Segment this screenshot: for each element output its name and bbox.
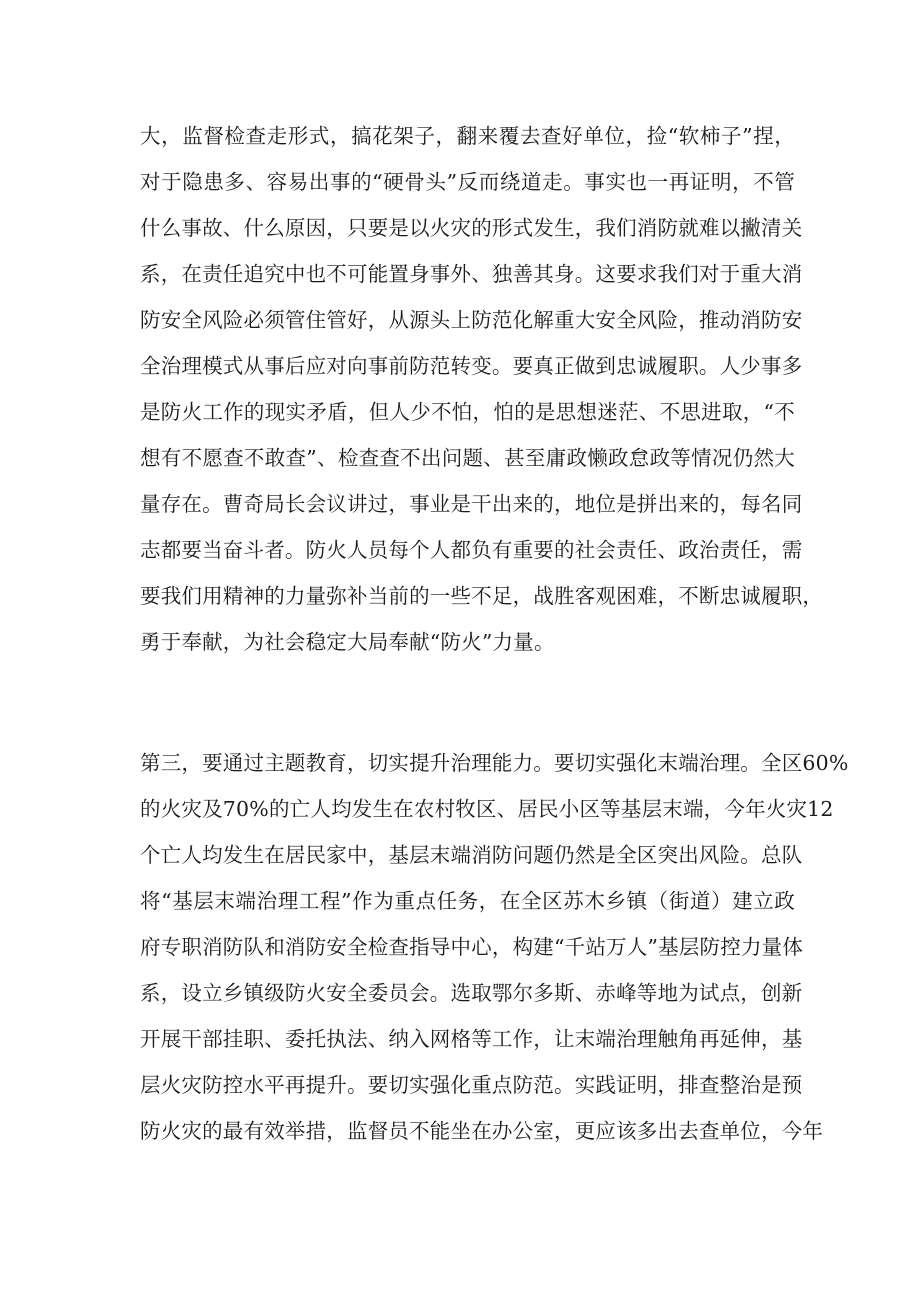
text-line: 将“基层末端治理工程”作为重点任务，在全区苏木乡镇（街道）建立政 bbox=[140, 889, 795, 913]
text-line-last: 勇于奉献，为社会稳定大局奉献“防火”力量。 bbox=[140, 630, 555, 654]
text-line: 层火灾防控水平再提升。要切实强化重点防范。实践证明，排查整治是预 bbox=[140, 1073, 803, 1097]
text-line: 全治理模式从事后应对向事前防范转变。要真正做到忠诚履职。人少事多 bbox=[140, 354, 803, 378]
text-line: 开展干部挂职、委托执法、纳入网格等工作，让末端治理触角再延伸，基 bbox=[140, 1027, 803, 1051]
paragraph-fire-prevention-duty bbox=[140, 113, 824, 665]
text-line: 个亡人均发生在居民家中，基层末端消防问题仍然是全区突出风险。总队 bbox=[140, 843, 803, 867]
text-line: 系，设立乡镇级防火安全委员会。选取鄂尔多斯、赤峰等地为试点，创新 bbox=[140, 981, 803, 1005]
text-line: 防火灾的最有效举措，监督员不能坐在办公室，更应该多出去查单位，今年 bbox=[140, 1119, 824, 1143]
text-line: 量存在。曹奇局长会议讲过，事业是干出来的，地位是拼出来的，每名同 bbox=[140, 492, 803, 516]
text-line: 志都要当奋斗者。防火人员每个人都负有重要的社会责任、政治责任，需 bbox=[140, 538, 803, 562]
text-line: 想有不愿查不敢查”、检查查不出问题、甚至庸政懒政怠政等情况仍然大 bbox=[140, 446, 795, 470]
text-line: 大，监督检查走形式，搞花架子，翻来覆去查好单位，捡“软柿子”捏， bbox=[140, 124, 795, 148]
text-line: 系，在责任追究中也不可能置身事外、独善其身。这要求我们对于重大消 bbox=[140, 262, 803, 286]
text-line: 第三，要通过主题教育，切实提升治理能力。要切实强化末端治理。全区60% bbox=[140, 751, 849, 775]
text-line: 的火灾及70%的亡人均发生在农村牧区、居民小区等基层末端，今年火灾12 bbox=[140, 797, 834, 821]
text-line: 对于隐患多、容易出事的“硬骨头”反而绕道走。事实也一再证明，不管 bbox=[140, 170, 795, 194]
paragraph-governance-capability bbox=[140, 740, 849, 1154]
text-line: 府专职消防队和消防安全检查指导中心，构建“千站万人”基层防控力量体 bbox=[140, 935, 804, 959]
text-line: 防安全风险必须管住管好，从源头上防范化解重大安全风险，推动消防安 bbox=[140, 308, 803, 332]
text-line: 要我们用精神的力量弥补当前的一些不足，战胜客观困难，不断忠诚履职， bbox=[140, 584, 824, 608]
text-line: 是防火工作的现实矛盾，但人少不怕，怕的是思想迷茫、不思进取，“不 bbox=[140, 400, 795, 424]
text-line: 什么事故、什么原因，只要是以火灾的形式发生，我们消防就难以撇清关 bbox=[140, 216, 803, 240]
